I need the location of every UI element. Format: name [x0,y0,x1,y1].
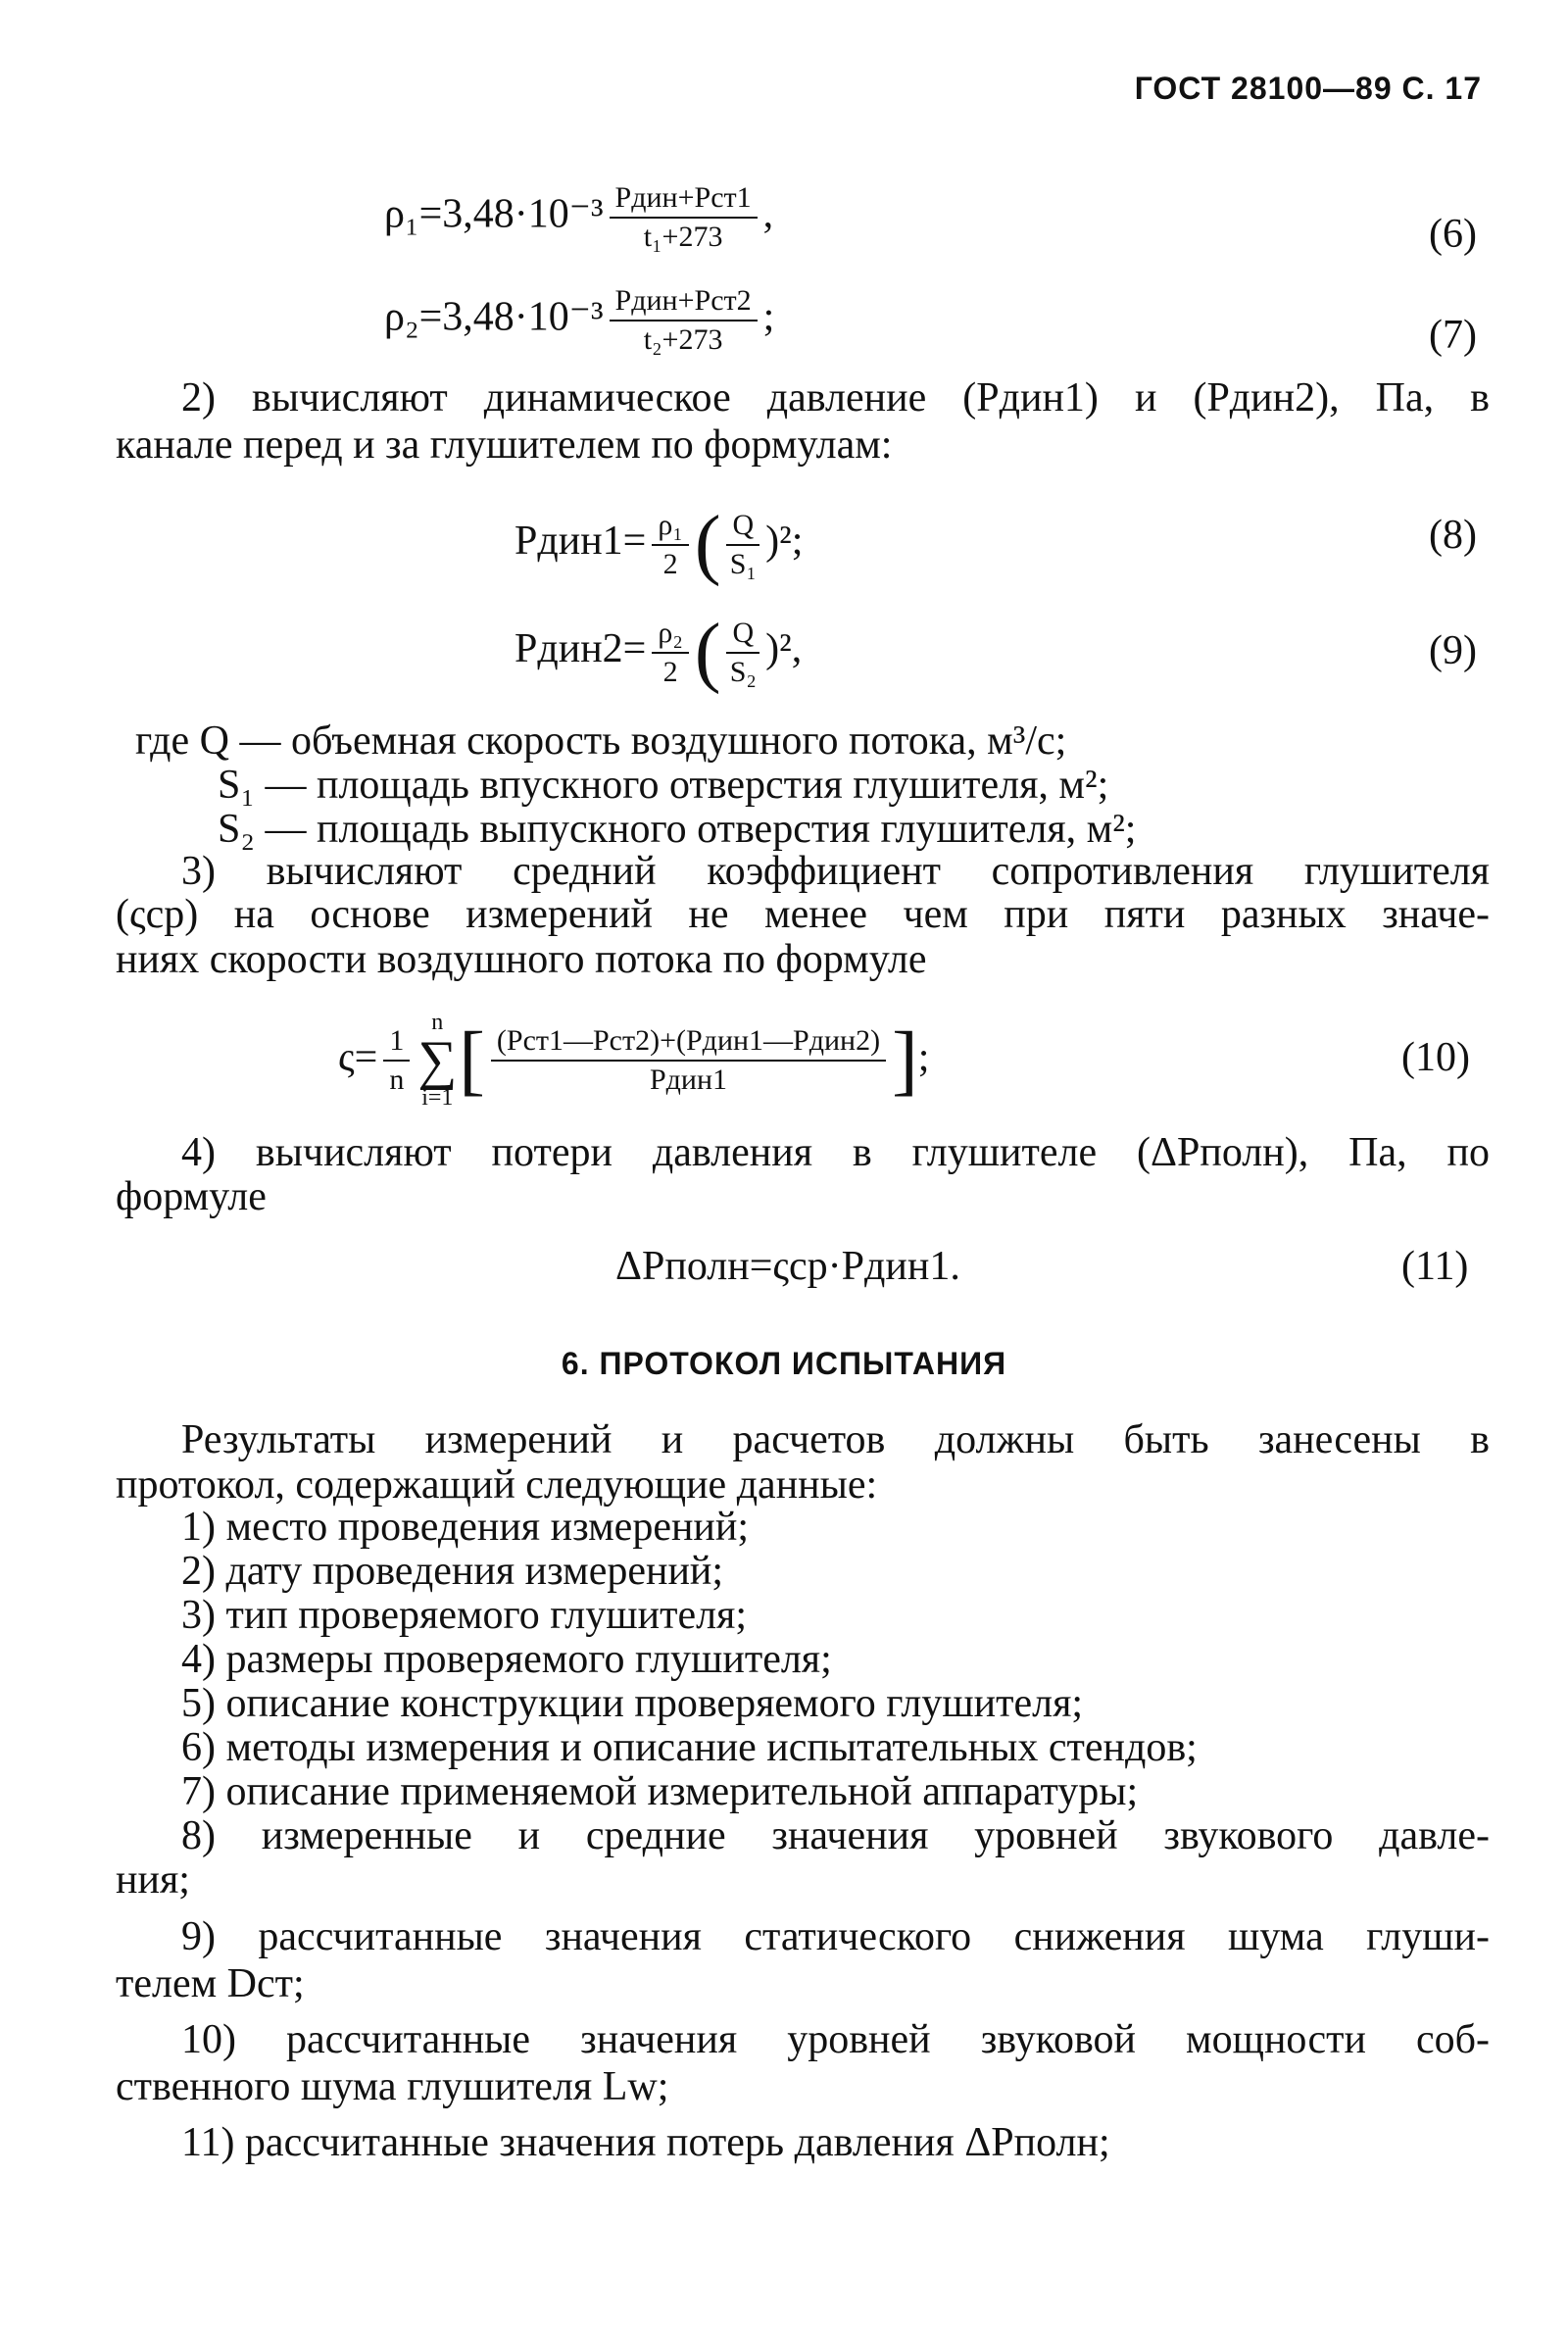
list-item-11: 11) рассчитанные значения потерь давления ΔPполн; [181,2120,1110,2165]
equation-number-7: (7) [1429,313,1477,358]
equation-number-10: (10) [1401,1035,1470,1080]
list-item-10-line-2: ственного шума глушителя Lw; [116,2064,669,2109]
page-header: ГОСТ 28100—89 С. 17 [1134,71,1482,106]
formula-8: Pдин1= $\frac{\text{ρ₁}}{2}$ ( $\frac{Q}{\text{S₁}}$ )²; [514,501,804,587]
list-item-3: 3) тип проверяемого глушителя; [181,1593,748,1638]
formula-7-fraction: $\frac{\text{Pдин+Pст2}}{\text{t₂+273}}$ [610,284,758,357]
list-item-9-line-2: телем Dст; [116,1961,305,2006]
list-item-8-line-1: 8) измеренные и средние значения уровней звукового давле- [181,1813,1490,1858]
formula-7: ρ₂=3,48·10⁻³ $\frac{\text{Pдин+Pст2}}{\text{t₂+273}}$ ; [384,284,775,356]
paragraph-item-3-line-2: (ςср) на основе измерений не менее чем при пяти разных значе- [116,892,1490,937]
definition-q: где Q — объемная скорость воздушного потока, м³/с; [135,718,1067,764]
equation-number-9: (9) [1429,628,1477,673]
protocol-intro-line-2: протокол, содержащий следующие данные: [116,1462,878,1508]
equation-number-11: (11) [1401,1244,1469,1289]
formula-6-lhs: ρ₁=3,48·10⁻³ [384,191,604,237]
protocol-intro-line-1: Результаты измерений и расчетов должны быть занесены в [181,1417,1490,1462]
summation: n ∑ i=1 [417,1010,458,1112]
equation-number-6: (6) [1429,212,1477,257]
formula-10: ς= $\frac{1}{n}$ n ∑ i=1 [ $\frac{\text{(Pст1—Pст2)+(Pдин1—Pдин2)}}{\text{Pдин1}}$ ]; [338,1010,930,1112]
list-item-2: 2) дату проведения измерений; [181,1549,724,1594]
paragraph-item-2-line-1: 2) вычисляют динамическое давление (Pдин1) и (Pдин2), Па, в [181,375,1490,420]
formula-6: ρ₁=3,48·10⁻³ $\frac{\text{Pдин+Pст1}}{\text{t₁+273}}$ , [384,181,774,253]
list-item-5: 5) описание конструкции проверяемого глушителя; [181,1681,1084,1726]
list-item-6: 6) методы измерения и описание испытательных стендов; [181,1725,1198,1770]
paragraph-item-4-line-2: формуле [116,1174,267,1219]
paragraph-item-3-line-3: ниях скорости воздушного потока по формуле [116,937,927,982]
list-item-8-line-2: ния; [116,1857,190,1903]
definition-s1: S₁ — площадь впускного отверстия глушителя, м²; [218,763,1109,808]
list-item-10-line-1: 10) рассчитанные значения уровней звуковой мощности соб- [181,2017,1490,2062]
section-title: 6. ПРОТОКОЛ ИСПЫТАНИЯ [561,1346,1007,1381]
formula-9: Pдин2= $\frac{\text{ρ₂}}{2}$ ( $\frac{Q}{\text{S₂}}$ )², [514,609,803,695]
list-item-7: 7) описание применяемой измерительной аппаратуры; [181,1769,1139,1814]
equation-number-8: (8) [1429,513,1477,558]
paragraph-item-2-line-2: канале перед и за глушителем по формулам: [116,422,893,468]
list-item-1: 1) место проведения измерений; [181,1505,750,1550]
list-item-9-line-1: 9) рассчитанные значения статического снижения шума глуши- [181,1914,1490,1959]
formula-6-fraction: $\frac{\text{Pдин+Pст1}}{\text{t₁+273}}$ [610,181,758,254]
paragraph-item-3-line-1: 3) вычисляют средний коэффициент сопротивления глушителя [181,849,1490,894]
definition-s2: S₂ — площадь выпускного отверстия глушителя, м²; [218,807,1137,852]
paragraph-item-4-line-1: 4) вычисляют потери давления в глушителе (ΔPполн), Па, по [181,1130,1490,1175]
formula-11: ΔPполн=ςср·Pдин1. [615,1244,960,1289]
list-item-4: 4) размеры проверяемого глушителя; [181,1637,832,1682]
